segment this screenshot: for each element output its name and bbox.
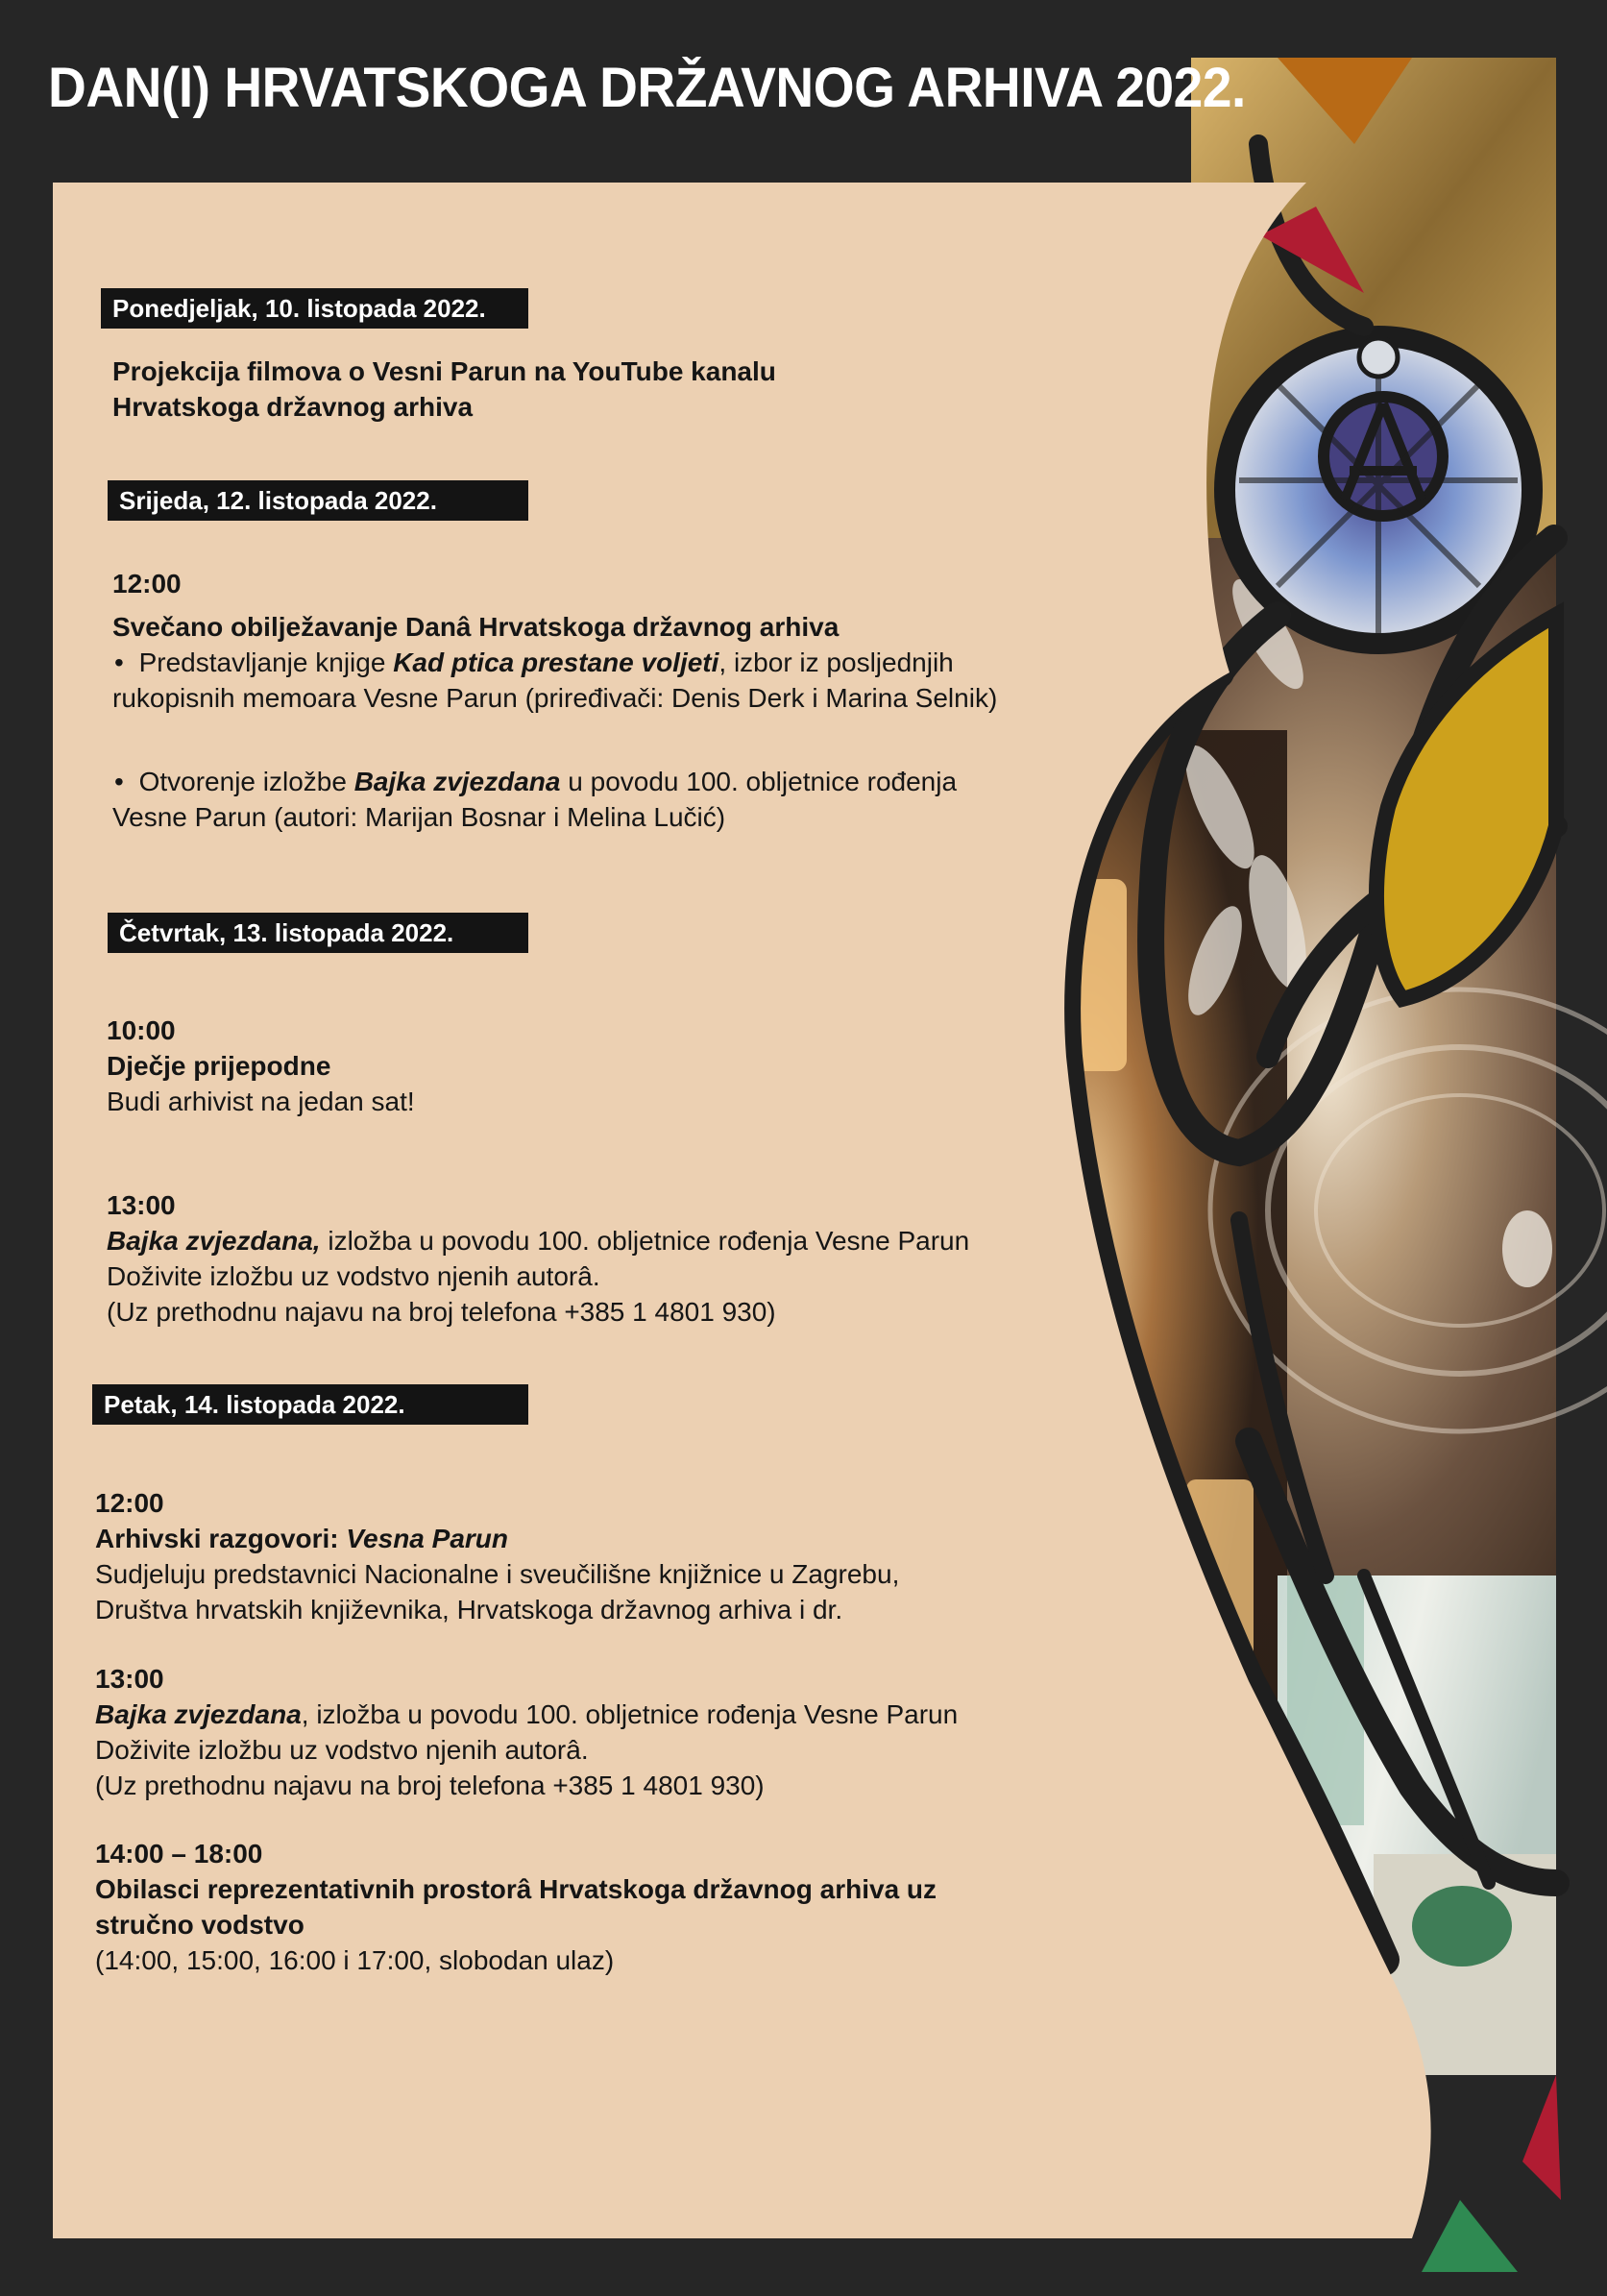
monday-event-line1: Projekcija filmova o Vesni Parun na YouTube kanalu: [112, 356, 776, 386]
date-band-friday: Petak, 14. listopada 2022.: [92, 1384, 528, 1425]
friday-talks-event: [95, 1485, 899, 1627]
friday-exhibition-line2: Doživite izložbu uz vodstvo njenih autorâ.: [95, 1735, 589, 1765]
thursday-children-event: [107, 1013, 415, 1119]
book-pre: Predstavljanje knjige: [138, 647, 394, 677]
book-line2: rukopisnih memoara Vesne Parun (priređivači: Denis Derk i Marina Selnik): [112, 683, 998, 713]
thursday-heading-1: Dječje prijepodne: [107, 1051, 331, 1081]
friday-time-2: 13:00: [95, 1664, 164, 1694]
friday-exhibition-event: [95, 1661, 958, 1803]
green-glass-bottom: [1422, 2200, 1518, 2272]
friday-time-1: 12:00: [95, 1488, 164, 1518]
friday-heading-1: [95, 1521, 899, 1556]
monday-event-projection: [112, 354, 776, 425]
friday-time-3: 14:00 – 18:00: [95, 1839, 263, 1869]
friday-tours-note: (14:00, 15:00, 16:00 i 17:00, slobodan ulaz): [95, 1945, 615, 1975]
friday-exhibition-line3: (Uz prethodnu najavu na broj telefona +385 1 4801 930): [95, 1771, 765, 1800]
wednesday-bullet-exhibition: [112, 764, 997, 799]
exhibition-title: Bajka zvjezdana: [353, 767, 561, 796]
friday-heading-1-italic: Vesna Parun: [346, 1524, 508, 1553]
monday-event-line2: Hrvatskoga državnog arhiva: [112, 392, 474, 422]
friday-exhibition-title: Bajka zvjezdana: [95, 1699, 302, 1729]
bullet-symbol: •: [114, 647, 124, 677]
thursday-exhibition-rest: izložba u povodu 100. obljetnice rođenja Vesne Parun: [320, 1226, 970, 1256]
thursday-exhibition-line1: [107, 1223, 969, 1258]
friday-tours-heading1: Obilasci reprezentativnih prostorâ Hrvatskoga državnog arhiva uz: [95, 1874, 937, 1904]
exhibition-post: u povodu 100. obljetnice rođenja: [560, 767, 958, 796]
friday-talks-line1: Sudjeluju predstavnici Nacionalne i sveučilišne knjižnice u Zagrebu,: [95, 1559, 900, 1589]
friday-tours-heading2: stručno vodstvo: [95, 1910, 304, 1940]
red-glass-right: [1522, 2075, 1561, 2200]
poster-title: DAN(I) HRVATSKOGA DRŽAVNOG ARHIVA 2022.: [48, 57, 1246, 119]
wednesday-heading: Svečano obilježavanje Danâ Hrvatskoga državnog arhiva: [112, 612, 840, 642]
thursday-exhibition-line3: (Uz prethodnu najavu na broj telefona +385 1 4801 930): [107, 1297, 776, 1327]
wednesday-time: 12:00: [112, 569, 182, 598]
wednesday-ceremony: [112, 566, 997, 835]
friday-exhibition-line1: [95, 1697, 958, 1732]
friday-heading-1-text: Arhivski razgovori:: [95, 1524, 347, 1553]
wednesday-bullet-book: [112, 645, 997, 680]
thursday-desc-1: Budi arhivist na jedan sat!: [107, 1087, 415, 1116]
friday-exhibition-rest: , izložba u povodu 100. obljetnice rođenja Vesne Parun: [301, 1699, 959, 1729]
book-post: , izbor iz posljednjih: [718, 647, 954, 677]
date-band-thursday: Četvrtak, 13. listopada 2022.: [108, 913, 528, 953]
thursday-exhibition-event: [107, 1187, 969, 1330]
date-band-wednesday: Srijeda, 12. listopada 2022.: [108, 480, 528, 521]
exhibition-pre: Otvorenje izložbe: [138, 767, 354, 796]
thursday-time-1: 10:00: [107, 1015, 176, 1045]
book-title: Kad ptica prestane voljeti: [393, 647, 719, 677]
thursday-exhibition-line2: Doživite izložbu uz vodstvo njenih autorâ.: [107, 1261, 600, 1291]
friday-talks-line2: Društva hrvatskih književnika, Hrvatskoga državnog arhiva i dr.: [95, 1595, 843, 1624]
rose-window-jewel: [1359, 338, 1398, 377]
thursday-exhibition-title: Bajka zvjezdana,: [107, 1226, 321, 1256]
green-glass-leaf: [1412, 1886, 1512, 1966]
bullet-symbol: •: [114, 767, 124, 796]
date-band-monday: Ponedjeljak, 10. listopada 2022.: [101, 288, 528, 329]
thursday-time-2: 13:00: [107, 1190, 176, 1220]
friday-tours-event: [95, 1836, 937, 1978]
exhibition-line2: Vesne Parun (autori: Marijan Bosnar i Melina Lučić): [112, 802, 726, 832]
